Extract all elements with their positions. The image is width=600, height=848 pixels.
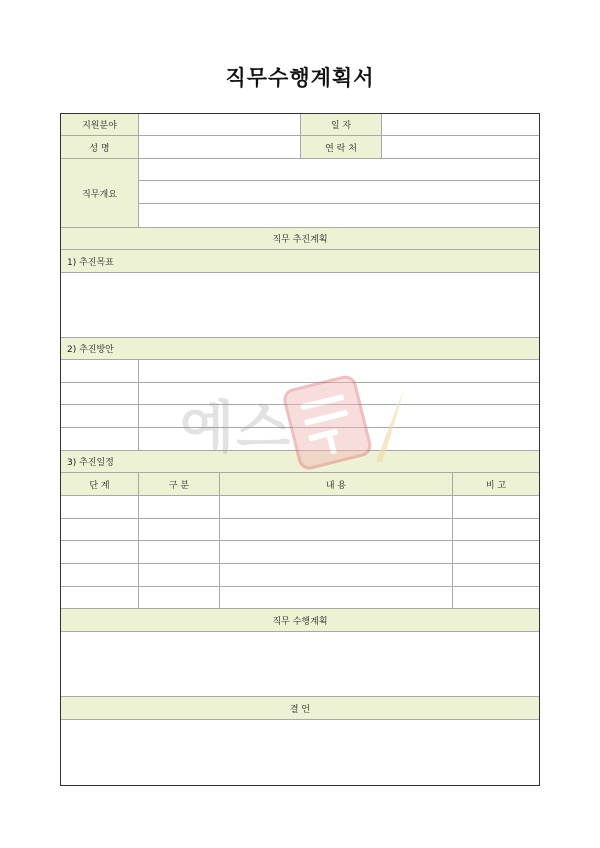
conclusion-area[interactable] [61,720,539,785]
schedule-cell[interactable] [453,587,539,608]
name-row [61,136,539,159]
schedule-cell[interactable] [139,541,220,563]
schedule-cell[interactable] [220,564,453,586]
schedule-cell[interactable] [139,587,220,608]
name-label: 성 명 [61,136,139,158]
method-cell-right[interactable] [139,428,539,450]
overview-line-3[interactable] [139,204,539,227]
method-cell-right[interactable] [139,360,539,382]
method-cell-left[interactable] [61,383,139,404]
date-input[interactable] [382,114,539,135]
name-input[interactable] [139,136,301,158]
method-row [61,360,539,383]
col-stage: 단 계 [61,473,139,495]
schedule-header: 3) 추진일정 [61,451,539,473]
schedule-row [61,541,539,564]
date-label: 일 자 [301,114,382,135]
schedule-row [61,564,539,587]
schedule-cell[interactable] [61,496,139,518]
schedule-table-header [61,473,539,496]
col-remarks: 비 고 [485,480,507,491]
schedule-cell[interactable] [453,541,539,563]
execution-plan-area[interactable] [61,632,539,697]
schedule-row [61,519,539,541]
schedule-cell[interactable] [220,587,453,608]
schedule-cell[interactable] [139,564,220,586]
conclusion-header: 결 언 [61,697,539,720]
overview-line-2[interactable] [139,181,539,204]
schedule-cell[interactable] [61,587,139,608]
schedule-cell[interactable] [220,519,453,540]
goal-area[interactable] [61,273,539,338]
schedule-cell[interactable] [139,496,220,518]
schedule-row [61,496,539,519]
overview-label: 직무개요 [61,159,139,227]
contact-label: 연 락 처 [301,136,382,158]
col-content: 내 용 [220,473,453,495]
contact-input[interactable] [382,136,539,158]
watermark-text: 예스 [180,396,293,461]
schedule-row [61,587,539,609]
method-cell-left[interactable] [61,405,139,427]
method-cell-left[interactable] [61,360,139,382]
field-row [61,114,539,136]
method-cell-right[interactable] [139,383,539,404]
job-plan-form [60,113,540,786]
field-input[interactable] [139,114,301,135]
method-row [61,428,539,451]
schedule-cell[interactable] [61,541,139,563]
document-title: 직무수행계획서 [225,66,375,90]
goal-header: 1) 추진목표 [61,250,539,273]
execution-plan-header: 직무 수행계획 [61,609,539,632]
schedule-cell[interactable] [139,519,220,540]
method-cell-left[interactable] [61,428,139,450]
schedule-cell[interactable] [453,519,539,540]
overview-line-1[interactable] [139,159,539,181]
schedule-cell[interactable] [61,564,139,586]
schedule-cell[interactable] [220,541,453,563]
promotion-plan-header: 직무 추진계획 [61,228,539,250]
method-cell-right[interactable] [139,405,539,427]
schedule-cell[interactable] [220,496,453,518]
method-row [61,405,539,428]
schedule-cell[interactable] [453,564,539,586]
method-header: 2) 추진방안 [61,338,539,360]
schedule-cell[interactable] [61,519,139,540]
field-label: 지원분야 [61,114,139,135]
col-category: 구 분 [139,473,220,495]
overview-block [61,159,539,228]
schedule-cell[interactable] [453,496,539,518]
method-row [61,383,539,405]
